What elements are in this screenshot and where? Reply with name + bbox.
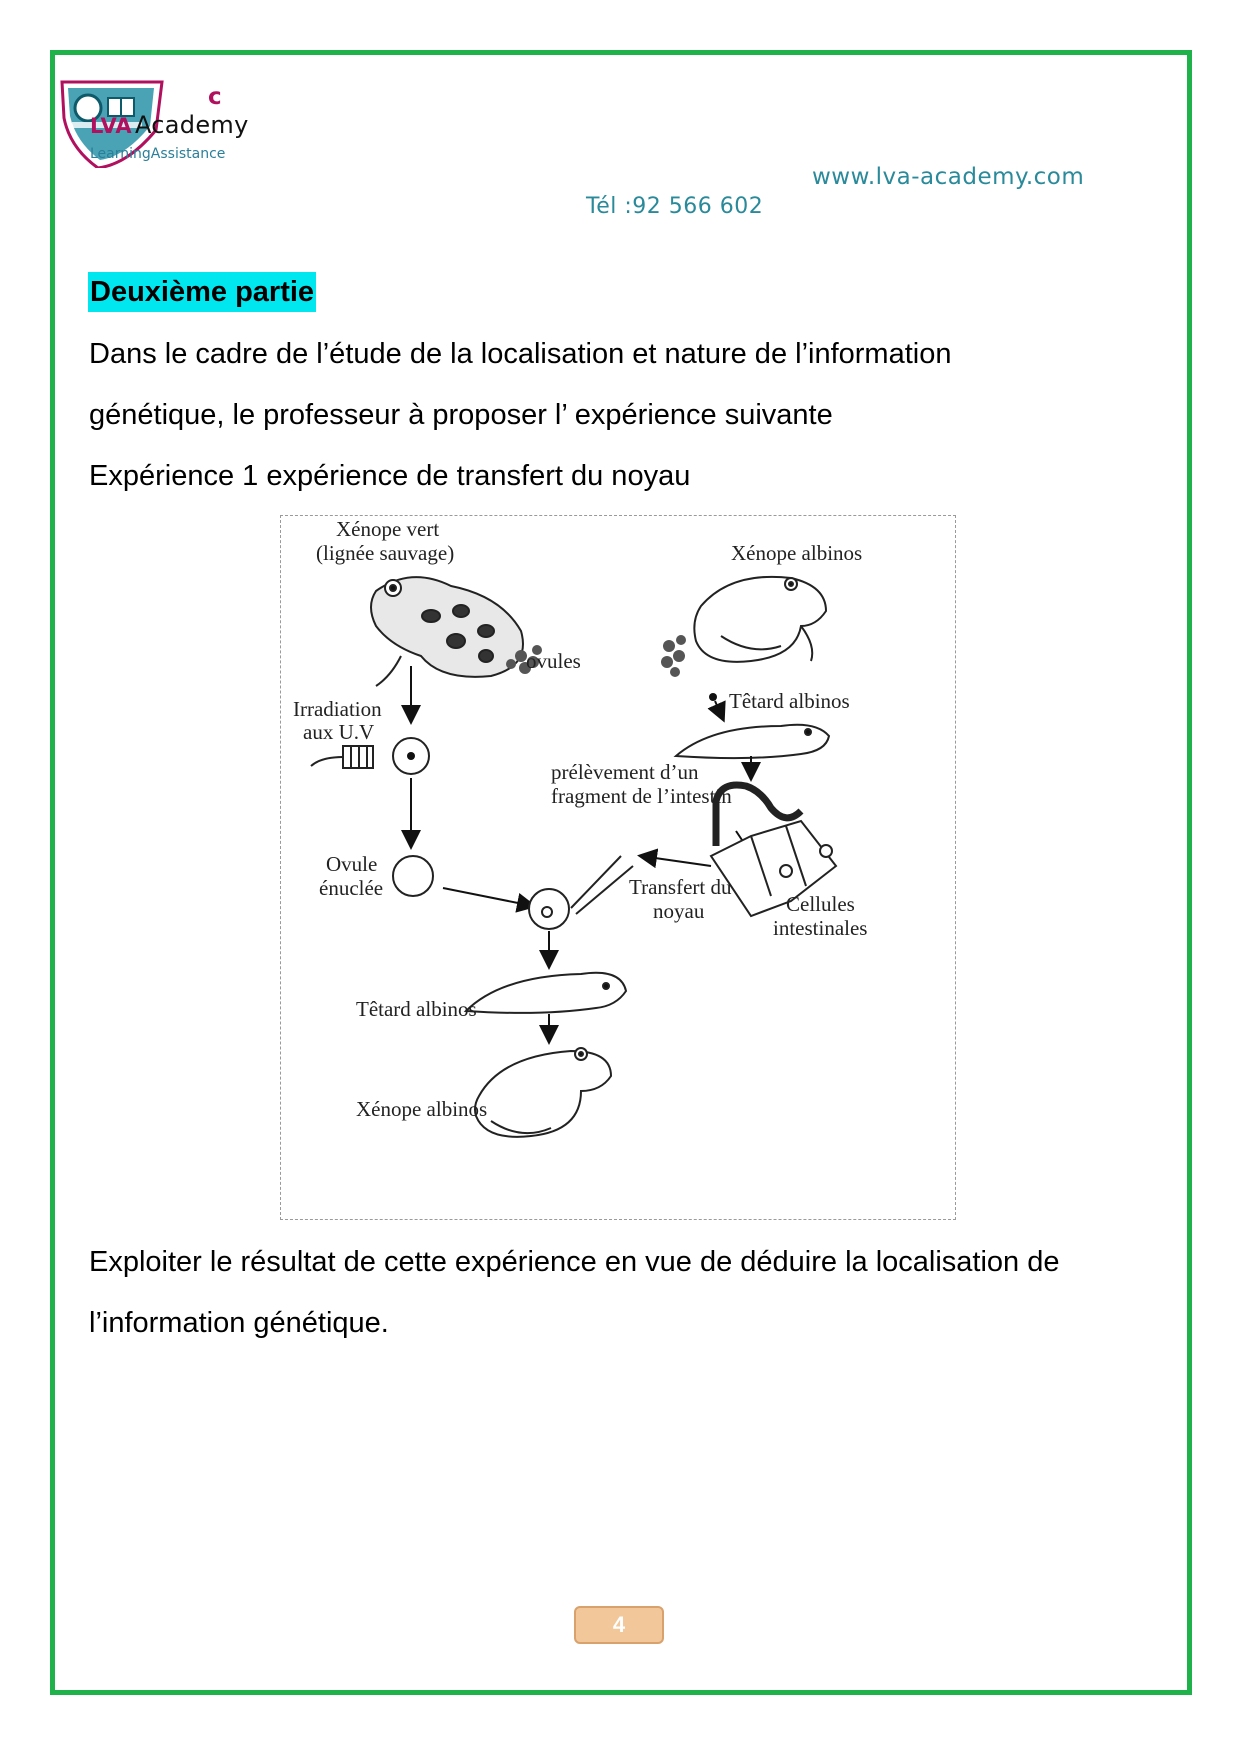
albino-tadpole-bottom-icon [466,973,626,1013]
section-heading: Deuxième partie [88,272,316,312]
label-tetard-albinos-top: Têtard albinos [729,689,850,713]
ovules-cluster-right-icon [661,635,686,677]
nuclear-transfer-diagram [280,515,956,1220]
logo-tagline: LearningAssistance [90,146,226,162]
question-line-1: Exploiter le résultat de cette expérience en vue de déduire la localisation de [89,1246,1060,1278]
label-xenope-albinos-top: Xénope albinos [731,541,863,565]
label-ovule: Ovule [326,852,378,876]
uv-lamp-icon [311,746,373,768]
albino-frog-top-icon [694,577,826,662]
albino-tadpole-top-icon [676,725,829,758]
albino-frog-bottom-icon [475,1048,611,1137]
label-noyau: noyau [653,899,705,923]
label-enuclee: énuclée [319,876,384,900]
label-irradiation: Irradiation [293,697,382,721]
website-link[interactable]: www.lva-academy.com [812,164,1085,190]
label-prelevement: prélèvement d’un [551,760,699,784]
experiment-title: Expérience 1 expérience de transfert du noyau [89,460,691,492]
label-ovules: ovules [526,649,581,673]
label-aux-uv: aux U.V [303,720,375,744]
label-cellules: Cellules [786,892,855,916]
logo-letter: c [208,84,222,110]
label-xenope-vert: Xénope vert [336,517,440,541]
label-intestinales: intestinales [773,916,868,940]
intro-line-2: génétique, le professeur à proposer l’ expérience suivante [89,399,833,431]
page-number-badge: 4 [574,1606,664,1644]
label-xenope-albinos-bottom: Xénope albinos [356,1097,488,1121]
question-line-2: l’information génétique. [89,1307,389,1339]
green-frog-icon [371,577,523,686]
phone-number: Tél :92 566 602 [586,194,764,219]
logo-brand: LVA [90,114,132,138]
enucleated-ovule-icon [393,856,433,896]
logo-name: Academy [135,111,249,139]
label-tetard-albinos-bottom: Têtard albinos [356,997,477,1021]
intro-line-1: Dans le cadre de l’étude de la localisation et nature de l’information [89,338,952,370]
label-fragment-intestin: fragment de l’intestin [551,784,732,808]
label-transfert: Transfert du [629,875,732,899]
diagram-drawing [281,516,957,1221]
label-lignee-sauvage: (lignée sauvage) [316,541,455,565]
